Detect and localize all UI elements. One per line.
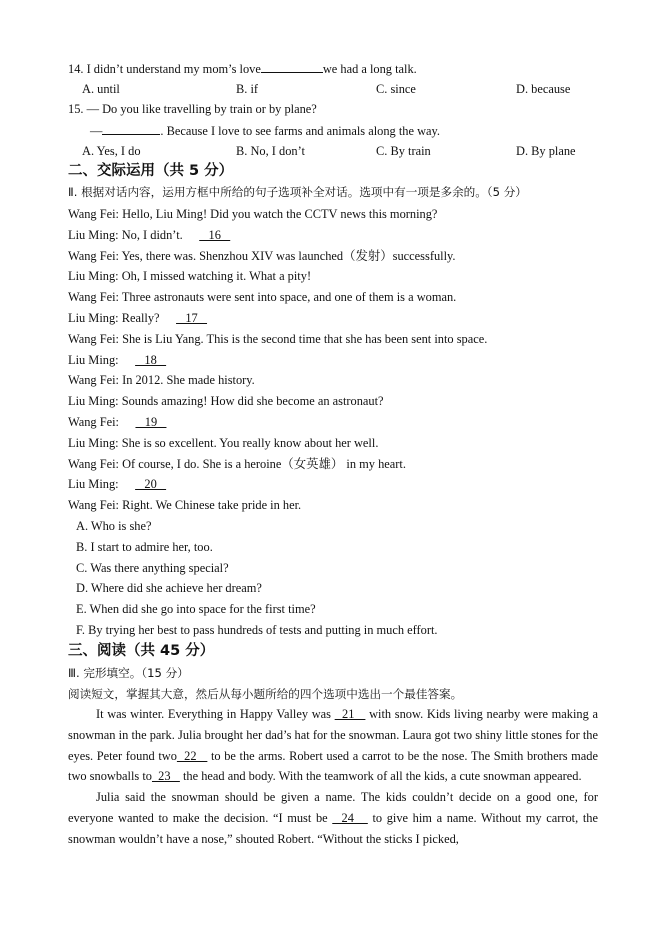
passage-text: to be the arms. Robert used a carrot to be the nose. The Smith brothers made two snowballs to [68, 748, 598, 784]
dialogue-text: Wang Fei: In 2012. She made history. [68, 373, 255, 388]
dialogue-line [68, 268, 311, 284]
dialogue-line [68, 206, 437, 222]
dialogue-text: Wang Fei: Yes, there was. Shenzhou XIV was launched（发射）successfully. [68, 248, 456, 263]
cloze-blank[interactable]: 22 [176, 748, 208, 763]
dialogue-text: Wang Fei: Three astronauts were sent into space, and one of them is a woman. [68, 290, 457, 305]
q14-answer-blank[interactable] [261, 60, 323, 73]
cloze-blank[interactable]: 21 [334, 707, 366, 721]
dialogue-line [68, 497, 301, 513]
dialogue-blank-19[interactable]: 19 [135, 415, 167, 429]
section-3-subtitle: Ⅲ. 完形填空。（15 分） [68, 666, 189, 680]
question-14 [68, 60, 417, 77]
q14-option-b[interactable]: B. if [236, 82, 259, 96]
section-2-instruction: Ⅱ. 根据对话内容，运用方框中所给的句子选项补全对话。选项中有一项是多余的。（5 分） [68, 185, 527, 199]
dialogue-line [68, 248, 456, 264]
q14-stem-before: 14. I didn’t understand my mom’s love [68, 62, 261, 76]
choice-option[interactable]: D. Where did she achieve her dream? [76, 581, 262, 596]
dialogue-text: Wang Fei: Of course, I do. She is a heroine（女英雄） in my heart. [68, 456, 406, 471]
dialogue-line [68, 331, 487, 347]
dialogue-text: Liu Ming: Really? [68, 311, 160, 325]
q15-reply-after: . Because I love to see farms and animals along the way. [160, 124, 441, 138]
q15-reply [90, 122, 440, 139]
dialogue-line [68, 352, 181, 368]
dialogue-line [68, 476, 181, 492]
dialogue-text: Liu Ming: No, I didn’t. [68, 227, 183, 242]
dialogue-line [68, 310, 222, 326]
choice-option[interactable]: A. Who is she? [76, 519, 152, 533]
dialogue-text: Liu Ming: She is so excellent. You really know about her well. [68, 435, 379, 450]
dialogue-blank-16[interactable]: 16 [199, 227, 231, 242]
passage-text: to give him a name. Without my carrot, the snowman wouldn’t have a nose,” shouted Robert. “Without the sticks I picked, [68, 810, 598, 846]
cloze-blank[interactable]: 24 [332, 810, 368, 825]
choice-option[interactable]: F. By trying her best to pass hundreds of tests and putting in much effort. [76, 623, 438, 637]
q15-answer-blank[interactable] [102, 122, 160, 135]
dialogue-line [68, 414, 181, 430]
q15-option-d[interactable]: D. By plane [516, 144, 576, 158]
dialogue-text: Liu Ming: [68, 477, 119, 492]
dialogue-text: Liu Ming: Oh, I missed watching it. What a pity! [68, 269, 312, 284]
choice-option[interactable]: C. Was there anything special? [76, 560, 229, 575]
passage-text: the head and body. With the teamwork of all the kids, a cute snowman appeared. [179, 769, 582, 784]
dialogue-line [68, 227, 245, 243]
dialogue-line [68, 456, 406, 472]
q15-dash: — [90, 124, 103, 138]
dialogue-blank-20[interactable]: 20 [135, 477, 167, 492]
section-3-title: 三、阅读（共 45 分） [68, 643, 215, 659]
choice-option[interactable]: E. When did she go into space for the first time? [76, 602, 316, 617]
q14-option-d[interactable]: D. because [516, 82, 571, 96]
dialogue-line [68, 393, 384, 409]
dialogue-line [68, 289, 456, 305]
q14-stem-after: we had a long talk. [322, 62, 417, 76]
q14-option-c[interactable]: C. since [376, 82, 416, 96]
dialogue-text: Wang Fei: She is Liu Yang. This is the second time that she has been sent into space. [68, 331, 488, 346]
q15-option-c[interactable]: C. By train [376, 144, 431, 158]
dialogue-text: Wang Fei: Right. We Chinese take pride in her. [68, 498, 302, 513]
choice-option[interactable]: B. I start to admire her, too. [76, 539, 213, 554]
passage-text: with snow. Kids living nearby were making a snowman in the park. Julia brought her dad’s hat for the snowman. Laura got two shiny little stones for the eyes. Peter found two [68, 707, 598, 763]
passage-paragraph-1 [68, 704, 598, 787]
q15-option-b[interactable]: B. No, I don’t [236, 144, 305, 158]
dialogue-line [68, 372, 255, 388]
dialogue-blank-18[interactable]: 18 [135, 352, 167, 367]
q14-option-a[interactable]: A. until [82, 82, 120, 96]
dialogue-text: Liu Ming: Sounds amazing! How did she become an astronaut? [68, 394, 384, 409]
section-2-title: 二、交际运用（共 5 分） [68, 163, 234, 179]
cloze-blank[interactable]: 23 [151, 769, 180, 784]
dialogue-line [68, 435, 378, 451]
section-3-instruction: 阅读短文，掌握其大意，然后从每小题所给的四个选项中选出一个最佳答案。 [68, 687, 463, 701]
dialogue-text: Liu Ming: [68, 352, 119, 367]
cloze-passage [68, 704, 598, 850]
dialogue-text: Wang Fei: Hello, Liu Ming! Did you watch the CCTV news this morning? [68, 207, 438, 221]
passage-paragraph-2 [68, 787, 598, 849]
dialogue-blank-17[interactable]: 17 [176, 311, 208, 325]
q15-option-a[interactable]: A. Yes, I do [82, 144, 141, 158]
passage-text: Julia said the snowman should be given a name. The kids couldn’t decide on a good one, for everyone wanted to make the decision. “I must be [68, 790, 598, 825]
passage-text: It was winter. Everything in Happy Valley was [96, 707, 335, 721]
question-15: 15. — Do you like travelling by train or by plane? [68, 102, 317, 116]
dialogue-text: Wang Fei: [68, 415, 119, 429]
